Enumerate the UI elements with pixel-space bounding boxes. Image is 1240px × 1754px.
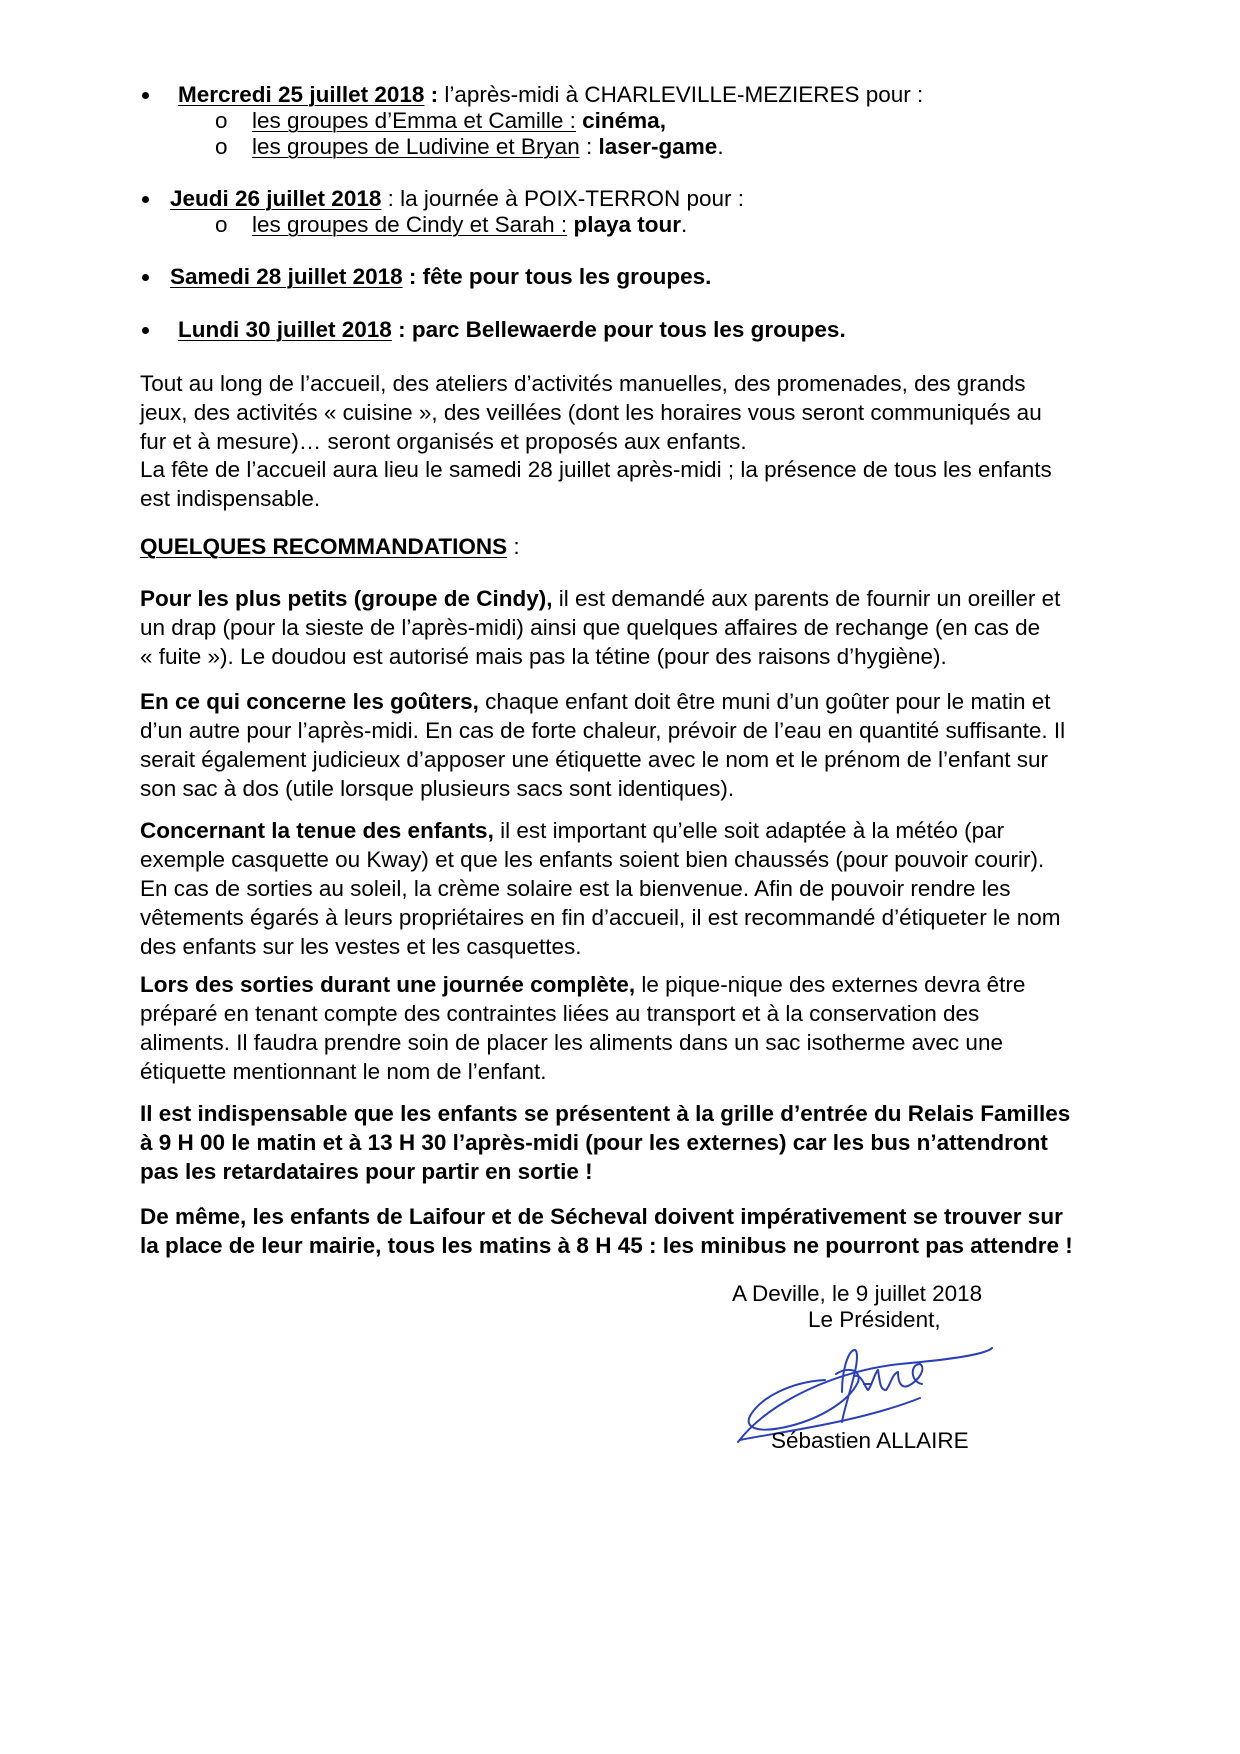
recommendations-heading: QUELQUES RECOMMANDATIONS : [140,534,520,559]
signature-role: Le Président, [808,1307,941,1332]
schedule-subitem [0,106,1240,135]
schedule-item-saturday [0,262,1240,291]
schedule-item-monday [0,315,1240,344]
schedule-date: Mercredi 25 juillet 2018 [178,82,425,107]
group-names: les groupes de Ludivine et Bryan [252,134,580,159]
circle-bullet-icon: o [215,134,228,159]
schedule-item-thursday [0,184,1240,213]
schedule-subitem: o les groupes de Cindy et Sarah : playa tour. [215,212,688,237]
schedule-description: : la journée à POIX-TERRON pour : [381,186,744,211]
circle-bullet-icon: o [215,108,228,133]
horaires-paragraph: Il est indispensable que les enfants se présentent à la grille d’entrée du Relais Familles à 9 H 00 le matin et à 13 H 30 l’après-midi (pour les externes) car les bus n’attendront pas les retardataires pour partir en sortie ! [140,1101,1071,1184]
activities-paragraph: Tout au long de l’accueil, des ateliers d’activités manuelles, des promenades, des grands jeux, des activités « cuisine », des veillées (dont les horaires vous seront communiqués au fur et à mesure)… seront organisés et proposés aux enfants. [140,371,1042,454]
schedule-subitem: o les groupes de Ludivine et Bryan : laser-game. [215,134,724,159]
bullet-icon [142,196,149,203]
sorties-paragraph: Lors des sorties durant une journée complète, le pique-nique des externes devra être préparé en tenant compte des contraintes liées au transport et à la conservation des aliments. Il faudra prendre soin de placer les aliments dans un sac isotherme avec une étiquette mentionnant le nom de l’enfant. [140,972,1026,1084]
minibus-paragraph: De même, les enfants de Laifour et de Sécheval doivent impérativement se trouver sur la place de leur mairie, tous les matins à 8 H 45 : les minibus ne pourront pas attendre ! [140,1204,1073,1258]
bullet-icon [142,274,149,281]
schedule-description: : parc Bellewaerde pour tous les groupes. [391,317,846,342]
schedule-item-wednesday: Mercredi 25 juillet 2018 : l’après-midi à CHARLEVILLE-MEZIERES pour : [0,80,1240,109]
activity-name: cinéma, [582,108,666,133]
schedule-date: Jeudi 26 juillet 2018 [170,186,382,211]
fete-paragraph: La fête de l’accueil aura lieu le samedi 28 juillet après-midi ; la présence de tous les enfants est indispensable. [140,457,1052,511]
circle-bullet-icon: o [215,212,228,237]
bullet-icon [142,327,149,334]
group-names: les groupes d’Emma et Camille : [252,108,576,133]
gouters-paragraph: En ce qui concerne les goûters, chaque enfant doit être muni d’un goûter pour le matin et d’un autre pour l’après-midi. En cas de forte chaleur, prévoir de l’eau en quantité suffisante. Il serait également judicieux d’apposer une étiquette avec le nom et le prénom de l’enfant sur son sac à dos (utile lorsque plusieurs sacs sont identiques). [140,689,1066,801]
petits-paragraph: Pour les plus petits (groupe de Cindy), il est demandé aux parents de fournir un oreiller et un drap (pour la sieste de l’après-midi) ainsi que quelques affaires de rechange (en cas de « fuite »). Le doudou est autorisé mais pas la tétine (pour des raisons d’hygiène). [140,586,1061,669]
tenue-paragraph: Concernant la tenue des enfants, il est important qu’elle soit adaptée à la météo (par exemple casquette ou Kway) et que les enfants soient bien chaussés (pour pouvoir courir). En cas de sorties au soleil, la crème solaire est la bienvenue. Afin de pouvoir rendre les vêtements égarés à leurs propriétaires en fin d’accueil, il est recommandé d’étiqueter le nom des enfants sur les vestes et les casquettes. [140,818,1061,959]
schedule-date: Samedi 28 juillet 2018 [170,264,403,289]
activity-name: laser-game [598,134,718,159]
schedule-description: l’après-midi à CHARLEVILLE-MEZIERES pour : [438,82,924,107]
bullet-icon [142,92,149,99]
signature-place-date: A Deville, le 9 juillet 2018 [732,1281,983,1306]
activity-name: playa tour [573,212,681,237]
group-names: les groupes de Cindy et Sarah : [252,212,568,237]
schedule-description: : fête pour tous les groupes. [402,264,712,289]
schedule-date: Lundi 30 juillet 2018 [178,317,392,342]
signature-name: Sébastien ALLAIRE [771,1428,969,1453]
